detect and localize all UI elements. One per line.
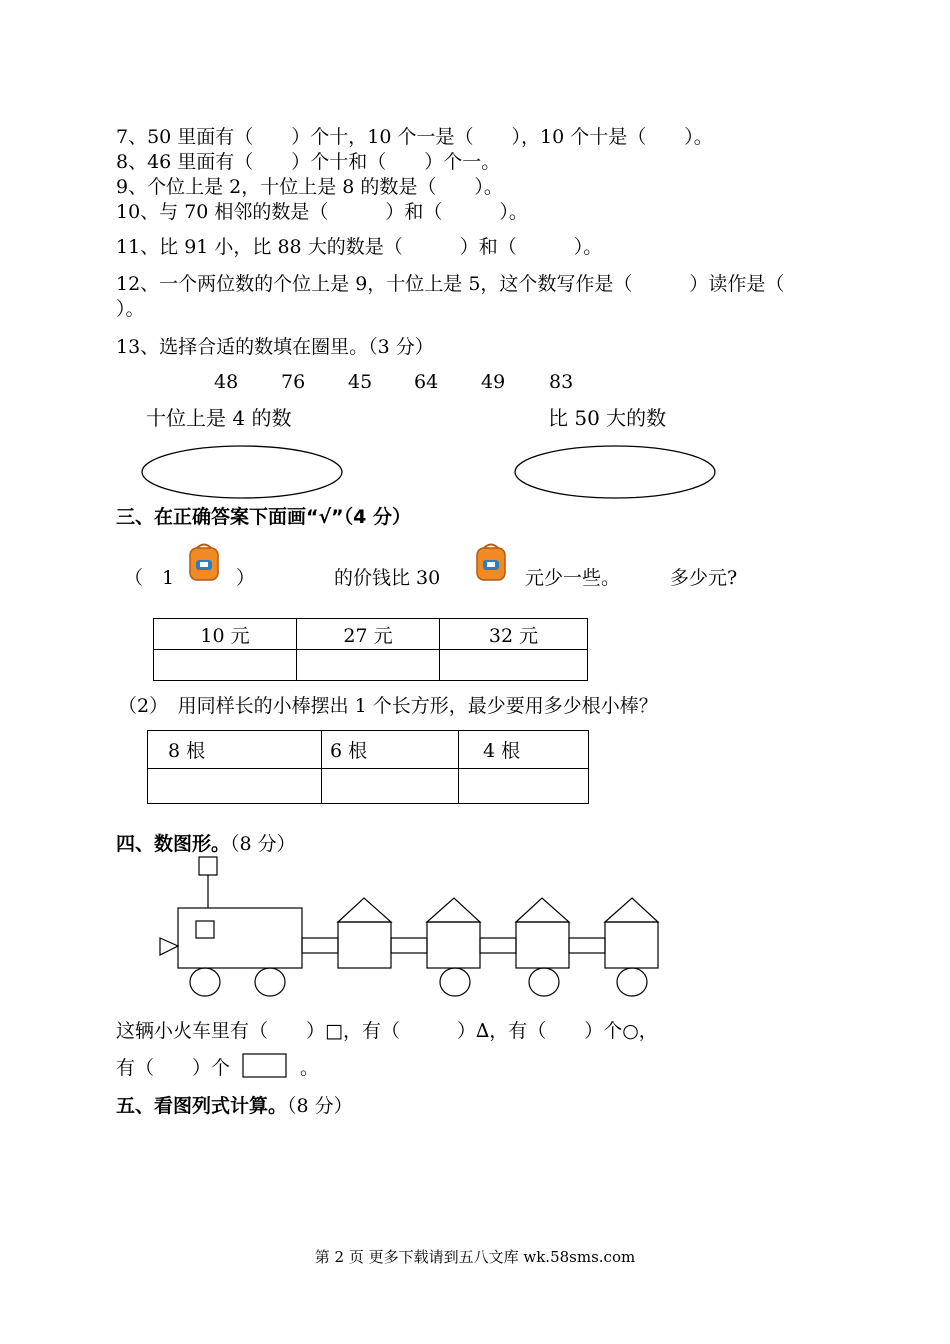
- square-shape: [196, 921, 214, 938]
- backpack-icon: [186, 542, 222, 582]
- answer-cell[interactable]: [322, 769, 459, 804]
- section-3-title: 三、在正确答案下面画“√”（4 分）: [116, 506, 411, 528]
- number-option: 45: [348, 371, 373, 393]
- count-answer-line-2b: 。: [300, 1057, 320, 1079]
- question-8: 8、46 里面有（ ）个十和（ ）个一。: [116, 151, 501, 173]
- q1-open-paren: （ 1: [124, 567, 175, 589]
- square-shape: [199, 857, 217, 875]
- number-option: 49: [481, 371, 506, 393]
- triangle-shape: [516, 898, 569, 922]
- section-5-title: 五、看图列式计算。: [116, 1095, 288, 1117]
- number-option: 83: [549, 371, 574, 393]
- question-12-line1: 12、一个两位数的个位上是 9，十位上是 5，这个数写作是（ ）读作是（: [116, 273, 785, 295]
- square-shape: [605, 922, 658, 968]
- answer-cell[interactable]: [297, 650, 440, 681]
- stick-option: 6 根: [322, 731, 459, 769]
- triangle-shape: [605, 898, 658, 922]
- triangle-shape: [338, 898, 391, 922]
- circle-shape: [255, 968, 285, 996]
- price-option: 32 元: [440, 619, 588, 650]
- section-4-heading: [116, 832, 296, 856]
- answer-circle-left: [142, 446, 342, 498]
- stick-option: 4 根: [459, 731, 589, 769]
- circle-shape: [529, 968, 559, 996]
- question-13: 13、选择合适的数填在圈里。（3 分）: [116, 336, 434, 358]
- question-2-text: （2） 用同样长的小棒摆出 1 个长方形，最少要用多少根小棒？: [118, 695, 658, 717]
- q1-text: 的价钱比 30: [334, 567, 441, 589]
- backpack-icon: [473, 542, 509, 582]
- small-rectangle-symbol: [243, 1054, 286, 1077]
- answer-cell[interactable]: [154, 650, 297, 681]
- triangle-shape: [427, 898, 480, 922]
- train-figure: [160, 857, 658, 996]
- q1-ask: 多少元?: [670, 567, 738, 589]
- question-12-line2: ）。: [116, 298, 145, 320]
- number-option: 48: [214, 371, 239, 393]
- price-option: 27 元: [297, 619, 440, 650]
- left-circle-label: 十位上是 4 的数: [146, 406, 292, 430]
- price-options-table: [153, 618, 588, 681]
- question-11: 11、比 91 小，比 88 大的数是（ ）和（ ）。: [116, 236, 603, 258]
- section-4-title: 四、数图形。: [116, 833, 231, 855]
- question-10: 10、与 70 相邻的数是（ ）和（ ）。: [116, 201, 528, 223]
- answer-circle-right: [515, 446, 715, 498]
- stick-options-table: [147, 730, 589, 804]
- triangle-shape: [160, 938, 178, 955]
- answer-cell[interactable]: [459, 769, 589, 804]
- answer-cell[interactable]: [148, 769, 322, 804]
- question-9: 9、个位上是 2，十位上是 8 的数是（ ）。: [116, 176, 503, 198]
- square-shape: [427, 922, 480, 968]
- count-answer-line-1: 这辆小火车里有（ ）□，有（ ）∆，有（ ）个○，: [116, 1020, 658, 1042]
- square-shape: [338, 922, 391, 968]
- count-answer-line-2a: 有（ ）个: [116, 1057, 231, 1079]
- circle-shape: [617, 968, 647, 996]
- number-option: 76: [281, 371, 306, 393]
- square-shape: [516, 922, 569, 968]
- q1-tail: 元少一些。: [525, 567, 621, 589]
- stick-option: 8 根: [148, 731, 322, 769]
- q1-close-paren: ）: [236, 567, 256, 589]
- section-5-score: （8 分）: [287, 1095, 353, 1117]
- question-7: 7、50 里面有（ ）个十，10 个一是（ ），10 个十是（ ）。: [116, 126, 713, 148]
- circle-shape: [440, 968, 470, 996]
- section-4-score: （8 分）: [230, 833, 296, 855]
- circle-shape: [190, 968, 220, 996]
- page-footer: 第 2 页 更多下载请到五八文库 wk.58sms.com: [314, 1248, 636, 1266]
- right-circle-label: 比 50 大的数: [548, 406, 667, 430]
- section-5-heading: [116, 1094, 353, 1118]
- number-option: 64: [414, 371, 439, 393]
- answer-cell[interactable]: [440, 650, 588, 681]
- price-option: 10 元: [154, 619, 297, 650]
